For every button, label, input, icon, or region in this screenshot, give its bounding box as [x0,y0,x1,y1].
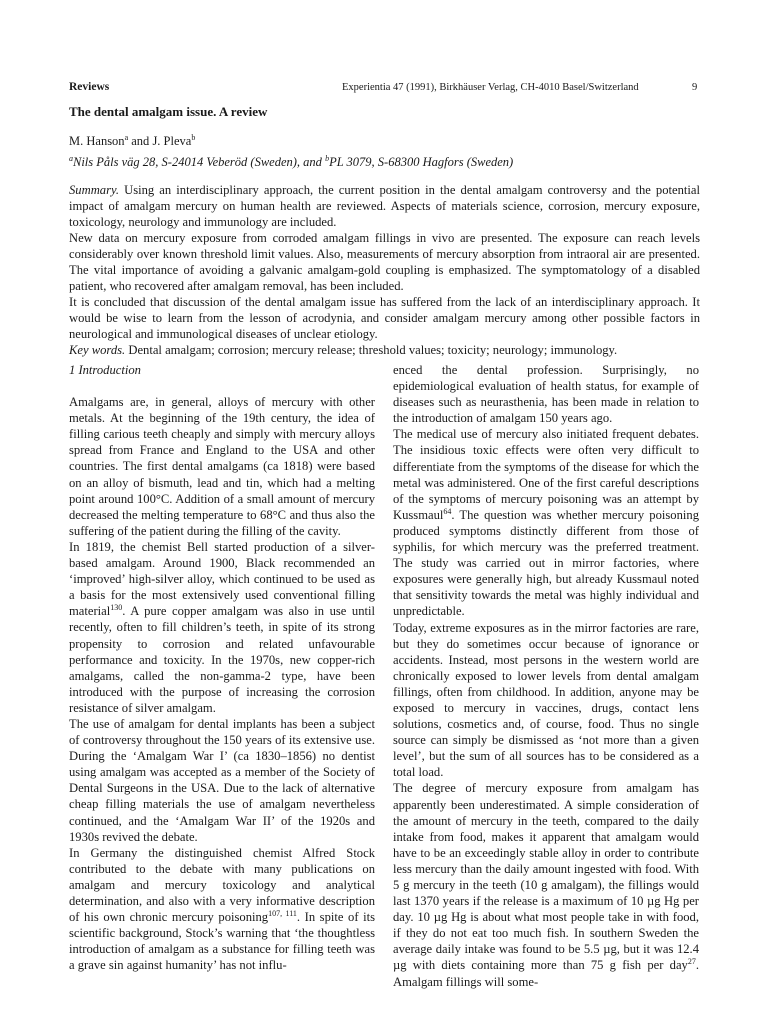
summary-paragraph [69,182,700,230]
affiliation-text: PL 3079, S-68300 Hagfors (Sweden) [329,155,514,169]
body-text: . Amalgam fillings will some- [393,958,699,989]
body-column-right [393,362,699,990]
abstract-paragraph: New data on mercury exposure from corroded amalgam fillings in vivo are presented. The exposure can reach levels considerably over known threshold limit values. Also, measurements of mercury absorption from intraoral air are presented. The vital importance of avoiding a galvanic amalgam-gold coupling is emphasized. The symptomatology of a disabled patient, who recovered after amalgam removal, has been included. [69,231,700,293]
body-paragraph [393,780,699,989]
running-head-section: Reviews [69,81,110,93]
keywords-label: Key words. [69,343,126,357]
body-text: In Germany the distinguished chemist Alfred Stock contributed to the debate with many publications on amalgam and mercury toxicology and analytical determination, and also with a very informative description of his own chronic mercury poisoning [69,845,375,925]
running-head-journal: Experientia 47 (1991), Birkhäuser Verlag, CH-4010 Basel/Switzerland [342,82,639,93]
body-paragraph [393,426,699,619]
author-line [69,134,195,149]
author-name: M. Hanson [69,134,125,148]
affiliation-mark: a [124,132,129,142]
keywords-paragraph [69,342,700,358]
affiliation-mark: b [191,132,196,142]
citation-ref: 130 [110,603,123,613]
affiliation-mark: a [69,153,73,163]
author-joiner: and [128,134,153,148]
article-title: The dental amalgam issue. A review [69,104,268,119]
abstract-paragraph: It is concluded that discussion of the dental amalgam issue has suffered from the lack of an interdisciplinary approach. It would be wise to learn from the lesson of acrodynia, and consider amalgam mercury among other possible factors in neurological and immunological diseases of unclear etiology. [69,295,700,341]
body-paragraph: Today, extreme exposures as in the mirror factories are rare, but they do sometimes occur because of ignorance or accidents. Instead, most persons in the western world are chronically exposed to lower levels from dental amalgam fillings, often from childhood. In addition, anyone may be exposed to mercury in vaccines, drugs, contact lens solutions, cosmetics and, of course, food. Thus no single source can simply be dismissed as ‘not more than a given level’, but the sum of all sources has to be considered as a total load. [393,620,699,780]
affiliation-line [69,155,513,170]
body-paragraph: Amalgams are, in general, alloys of mercury with other metals. At the beginning of the 19th century, the idea of filling carious teeth cheaply and simply with mercury alloys spread from France and England to the USA and other countries. The first dental amalgams (ca 1818) were based on an alloy of bismuth, lead and tin, which had a melting point around 100°C. Addition of a small amount of mercury decreased the melting temperature to 68°C and thus also the suffering of the patient during the filling of the cavity. [69,395,375,538]
page-number: 9 [692,82,698,93]
body-paragraph: The use of amalgam for dental implants has been a subject of controversy throughout the 150 years of its extensive use. During the ‘Amalgam War I’ (ca 1830–1856) no dentist using amalgam was accepted as a member of the Society of Dental Surgeons in the USA. Due to the lack of alternative cheap filling materials the use of amalgam nevertheless continued, and the ‘Amalgam War II’ of the 1920s and 1930s revived the debate. [69,716,375,844]
body-column-left [69,362,375,973]
affiliation-mark: b [325,153,330,163]
keywords-text: Dental amalgam; corrosion; mercury release; threshold values; toxicity; neurology; immunology. [125,343,618,357]
author-name: J. Pleva [152,134,192,148]
citation-ref: 27 [687,957,696,967]
summary-label: Summary. [69,183,120,197]
section-heading: 1 Introduction [69,363,141,377]
body-paragraph [69,539,375,716]
body-paragraph: enced the dental profession. Surprisingly, no epidemiological evaluation of health status, for example of diseases such as neurasthenia, has been made in relation to the introduction of amalgam 150 years ago. [393,363,699,426]
body-text: . The question was whether mercury poisoning produced symptoms distinctly different from those of syphilis, for which mercury was the preferred treatment. The study was carried out in mirror factories, where exposures were generally high, but already Kussmaul noted that sensitivity towards the metal was highly individual and unpredictable. [393,507,699,619]
body-paragraph [69,845,375,974]
summary-text: Using an interdisciplinary approach, the current position in the dental amalgam controversy and the potential impact of amalgam mercury on human health are reviewed. Aspects of materials science, corrosion, mercury exposure, toxicology, neurology and immunology are included. [69,183,700,229]
affiliation-text: Nils Påls väg 28, S-24014 Veberöd (Sweden), and [73,155,326,169]
body-text: In 1819, the chemist Bell started production of a silver-based amalgam. Around 1900, Black recommended an ‘improved’ high-silver alloy, which continued to be used as a basis for the most extensively used conventional filling material [69,539,375,619]
body-text: . A pure copper amalgam was also in use until recently, often to fill children’s teeth, in spite of its strong propensity to corrosion and related unfavourable performance and toxicity. In the 1970s, new copper-rich amalgams, called the non-gamma-2 type, have been introduced with the purpose of increasing the corrosion resistance of silver amalgam. [69,604,375,715]
body-text: The degree of mercury exposure from amalgam has apparently been underestimated. A simple consideration of the amount of mercury in the teeth, compared to the daily intake from food, makes it apparent that amalgam would have to be an exceedingly stable alloy in order to contribute less mercury than the daily amount ingested with food. With 5 g mercury in the teeth (10 g amalgam), the fillings would last 1370 years if the release is a maximum of 10 µg Hg per day. 10 µg Hg is about what most people take in with food, if they do not eat too much fish. In southern Sweden the average daily intake was found to be 5.5 µg, but it was 12.4 µg with diets containing more than 75 g fish per day [393,781,699,973]
body-text: The medical use of mercury also initiated frequent debates. The insidious toxic effects were often very difficult to differentiate from the symptoms of the disease for which the metal was administered. One of the first careful descriptions of the symptoms of mercury poisoning was an attempt by Kussmaul [393,427,699,522]
citation-ref: 107, 111 [268,908,297,918]
abstract [69,182,700,358]
citation-ref: 64 [443,506,452,516]
body-text: . In spite of its scientific background, Stock’s warning that ‘the thoughtless introduction of amalgam as a substance for filling teeth was a grave sin against humanity’ has not influ- [69,910,375,973]
